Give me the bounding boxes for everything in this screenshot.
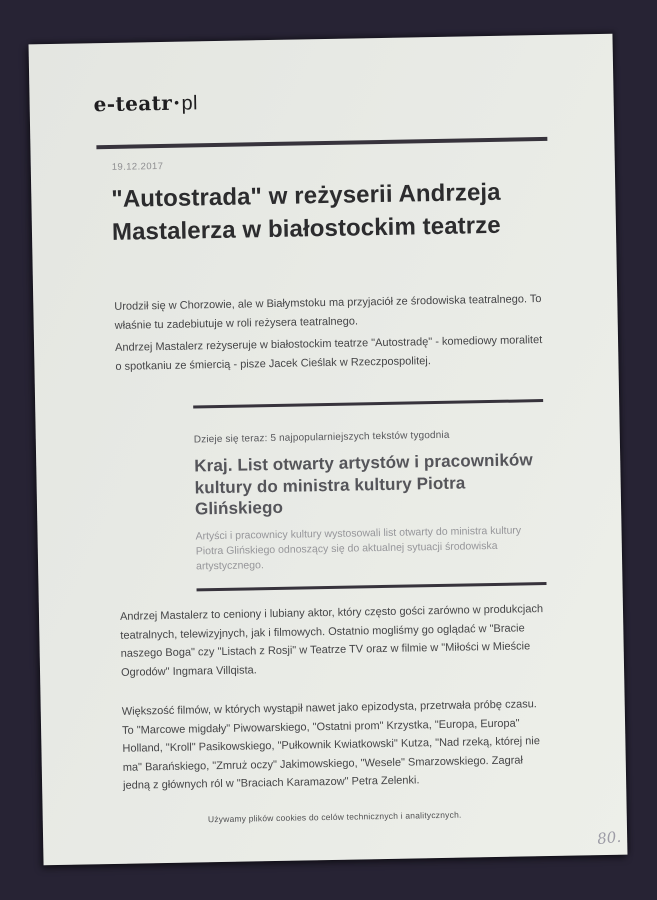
promo-title: Kraj. List otwarty artystów i pracowników kultury do ministra kultury Piotra Glińskiego (194, 450, 533, 519)
article-lead-paragraph: Andrzej Mastalerz reżyseruje w białostockim teatrze "Autostradę" - komediowy moralitet o spotkaniu ze śmiercią - pisze Jacek Cieślak w Rzeczpospolitej. (114, 334, 543, 373)
article-date: 19.12.2017 (111, 160, 164, 173)
header-divider (96, 137, 547, 149)
document-page (29, 34, 628, 866)
site-logo (93, 90, 198, 117)
trending-promo-box (193, 399, 546, 591)
promo-kicker: Dzieje się teraz: 5 najpopularniejszych tekstów tygodnia (193, 429, 450, 446)
site-logo-main: e-teatr (93, 90, 173, 117)
promo-bottom-divider (197, 582, 547, 591)
promo-description: Artyści i pracownicy kultury wystosowali list otwarty do ministra kultury Piotra Glińskiego odnoszący się do aktualnej sytuacji środowiska artystycznego. (195, 523, 522, 572)
promo-top-divider (193, 399, 543, 408)
cookie-notice: Używamy plików cookies do celów technicznych i analitycznych. (207, 809, 462, 825)
article-title: "Autostrada" w reżyserii Andrzeja Mastalerza w białostockim teatrze (111, 178, 501, 246)
article-body-paragraph: Większość filmów, w których wystąpił nawet jako epizodysta, przetrwała próbę czasu. To "Marcowe migdały" Piwowarskiego, "Ostatni prom" Krzystka, "Europa, Europa" Holland, "Kroll" Pasikowskiego, "Pułkownik Kwiatkowski" Kutza, "Nad rzeką, której nie ma" Barańskiego, "Zmruż oczy" Jakimowskiego, "Wesele" Smarzowskiego. Zagrał jedną z głównych ról w "Braciach Karamazow" Petra Zelenki. (121, 698, 541, 793)
handwritten-page-number: 80. (596, 827, 622, 849)
article-body-paragraph: Andrzej Mastalerz to ceniony i lubiany aktor, który często gości zarówno w produkcjach teatralnych, telewizyjnych, jak i filmowych. Ostatnio mogliśmy go oglądać w "Bracie naszego Boga" czy "Listach z Rosji" w Teatrze TV oraz w filmie w "Miłości w Mieście Ogrodów" Ingmara Villqista. (119, 603, 544, 679)
site-logo-separator-dot: · (172, 90, 181, 115)
site-logo-suffix: pl (181, 92, 199, 115)
article-lead-paragraph: Urodził się w Chorzowie, ale w Białymstoku ma przyjaciół ze środowiska teatralnego. To właśnie tu zadebiutuje w roli reżysera teatralnego. (114, 293, 542, 332)
